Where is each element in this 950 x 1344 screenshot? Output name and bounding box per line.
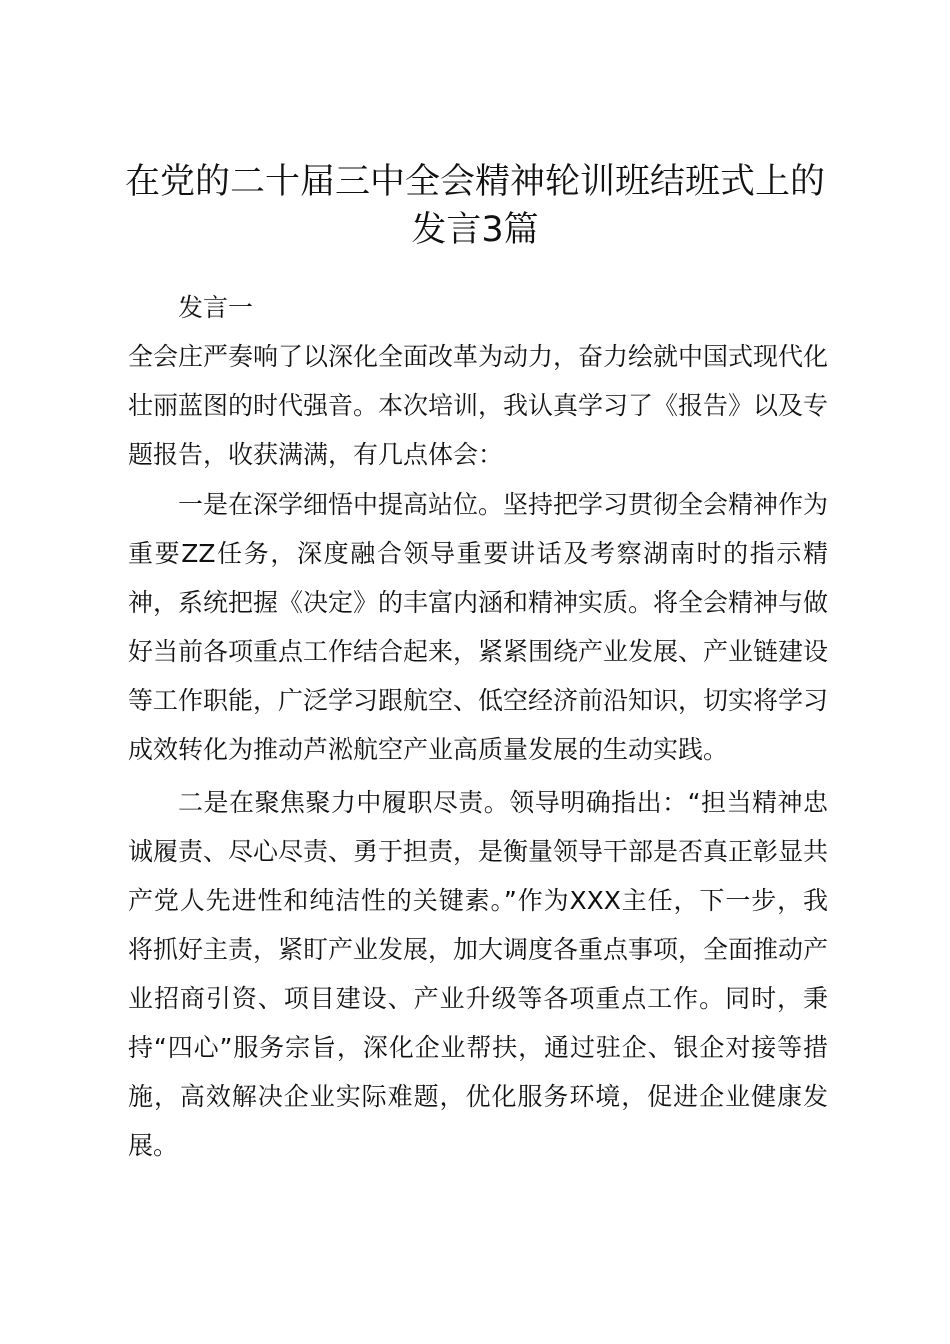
paragraph-point-two: 二是在聚焦聚力中履职尽责。领导明确指出：“担当精神忠诚履责、尽心尽责、勇于担责，是衡量领导干部是否真正彰显共产党人先进性和纯洁性的关键素。”作为XXX主任，下一步，我将抓好主责，紧盯产业发展，加大调度各重点事项，全面推动产业招商引资、项目建设、产业升级等各项重点工作。同时，秉持“四心”服务宗旨，深化企业帮扶，通过驻企、银企对接等措施，高效解决企业实际难题，优化服务环境，促进企业健康发展。 xyxy=(128,788,829,1160)
paragraph-intro: 全会庄严奏响了以深化全面改革为动力，奋力绘就中国式现代化壮丽蓝图的时代强音。本次培训，我认真学习了《报告》以及专题报告，收获满满，有几点体会： xyxy=(128,342,829,469)
paragraph-point-one: 一是在深学细悟中提高站位。坚持把学习贯彻全会精神作为重要ZZ任务，深度融合领导重要讲话及考察湖南时的指示精神，系统把握《决定》的丰富内涵和精神实质。将全会精神与做好当前各项重点工作结合起来，紧紧围绕产业发展、产业链建设等工作职能，广泛学习跟航空、低空经济前沿知识，切实将学习成效转化为推动芦淞航空产业高质量发展的生动实践。 xyxy=(128,490,829,764)
document-title: 在党的二十届三中全会精神轮训班结班式上的发言3篇 xyxy=(124,162,825,250)
section-heading: 发言一 xyxy=(178,293,254,322)
